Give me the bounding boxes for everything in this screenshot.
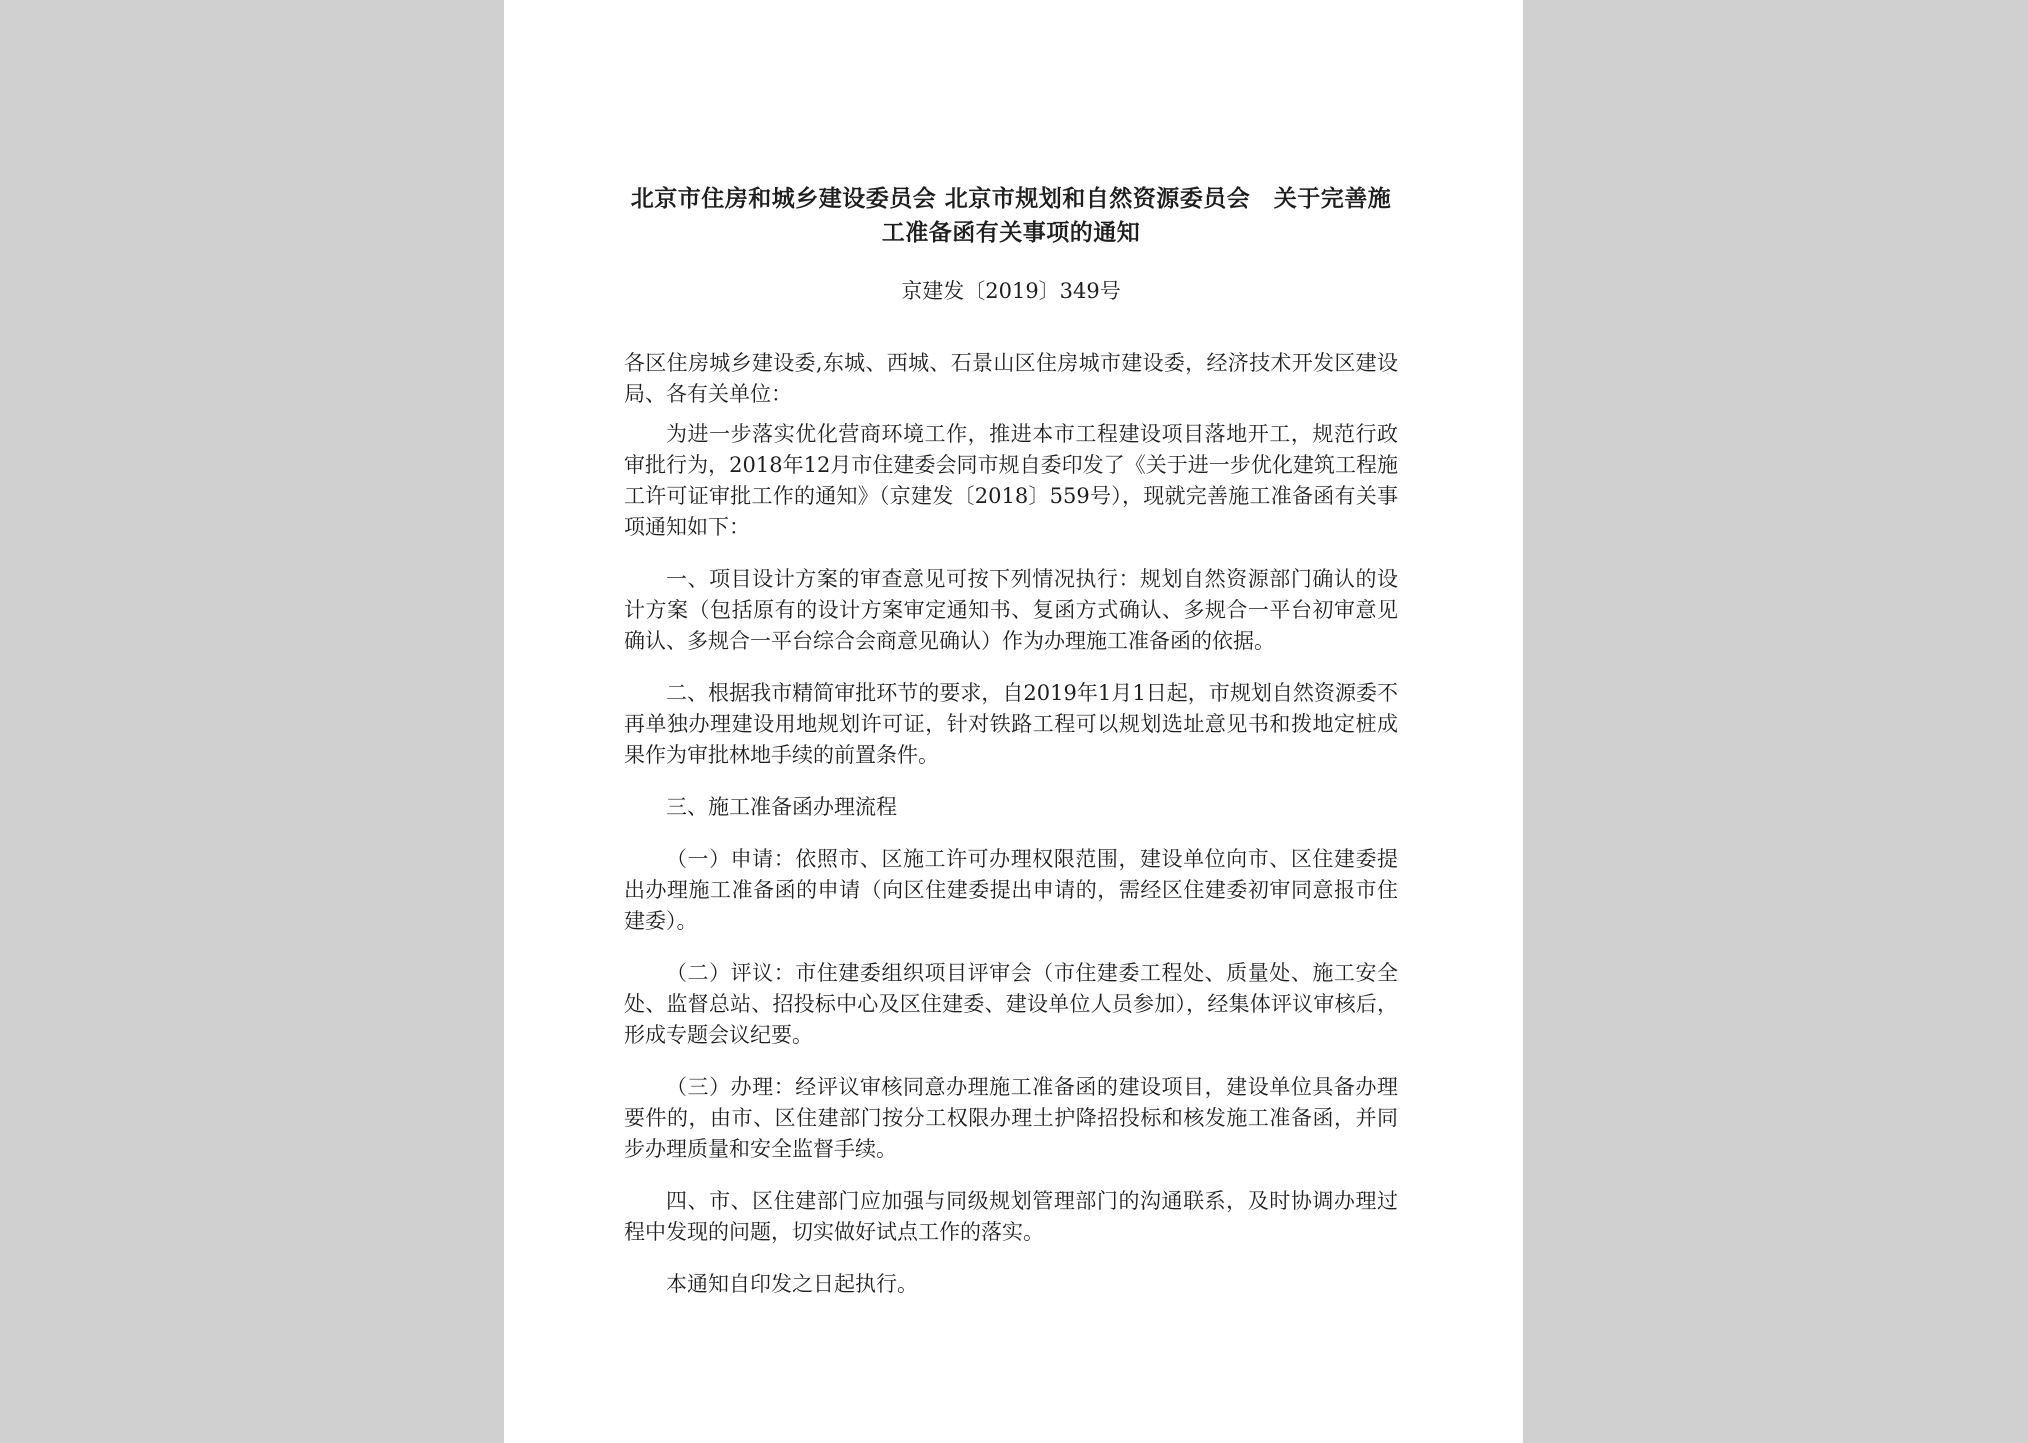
paragraph-item-3-2: （二）评议：市住建委组织项目评审会（市住建委工程处、质量处、施工安全处、监督总站、招投标中心及区住建委、建设单位人员参加），经集体评议审核后，形成专题会议纪要。 xyxy=(624,961,1398,1047)
paragraph-item-3-3: （三）办理：经评议审核同意办理施工准备函的建设项目，建设单位具备办理要件的，由市、区住建部门按分工权限办理土护降招投标和核发施工准备函，并同步办理质量和安全监督手续。 xyxy=(624,1075,1398,1161)
document-number: 京建发〔2019〕349号 xyxy=(901,279,1121,303)
document-title: 北京市住房和城乡建设委员会 北京市规划和自然资源委员会 关于完善施工准备函有关事项的通知 xyxy=(630,185,1392,246)
paragraph-item-2: 二、根据我市精简审批环节的要求，自2019年1月1日起，市规划自然资源委不再单独办理建设用地规划许可证，针对铁路工程可以规划选址意见书和拨地定桩成果作为审批林地手续的前置条件。 xyxy=(624,681,1398,767)
paragraph-closing: 本通知自印发之日起执行。 xyxy=(666,1272,918,1296)
paragraph-item-1: 一、项目设计方案的审查意见可按下列情况执行：规划自然资源部门确认的设计方案（包括原有的设计方案审定通知书、复函方式确认、多规合一平台初审意见确认、多规合一平台综合会商意见确认）作为办理施工准备函的依据。 xyxy=(624,567,1398,653)
paragraph-item-3-heading: 三、施工准备函办理流程 xyxy=(666,795,897,819)
addressee: 各区住房城乡建设委,东城、西城、石景山区住房城市建设委，经济技术开发区建设局、各有关单位： xyxy=(624,351,1398,406)
paragraph-item-3-1: （一）申请：依照市、区施工许可办理权限范围，建设单位向市、区住建委提出办理施工准备函的申请（向区住建委提出申请的，需经区住建委初审同意报市住建委）。 xyxy=(624,847,1398,933)
document-body xyxy=(624,182,1398,1321)
paragraph-intro: 为进一步落实优化营商环境工作，推进本市工程建设项目落地开工，规范行政审批行为，2018年12月市住建委会同市规自委印发了《关于进一步优化建筑工程施工许可证审批工作的通知》（京建发〔2018〕559号），现就完善施工准备函有关事项通知如下： xyxy=(624,422,1398,539)
paragraph-item-4: 四、市、区住建部门应加强与同级规划管理部门的沟通联系，及时协调办理过程中发现的问题，切实做好试点工作的落实。 xyxy=(624,1189,1398,1244)
